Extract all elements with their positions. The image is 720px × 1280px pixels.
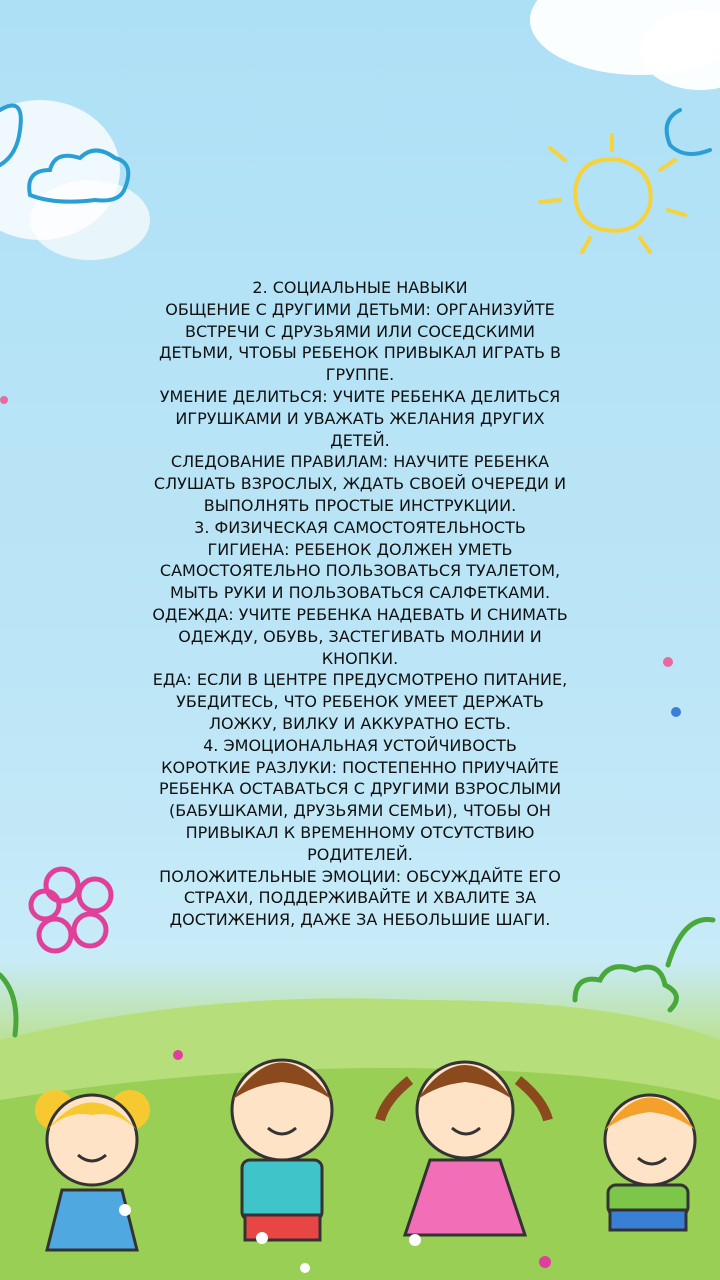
text-line: ДЕТЬМИ, ЧТОБЫ РЕБЕНОК ПРИВЫКАЛ ИГРАТЬ В — [158, 343, 562, 363]
text-line: ПОЛОЖИТЕЛЬНЫЕ ЭМОЦИИ: ОБСУЖДАЙТЕ ЕГО — [159, 866, 561, 886]
text-line: 3. ФИЗИЧЕСКАЯ САМОСТОЯТЕЛЬНОСТЬ — [194, 517, 526, 537]
text-line: СЛУШАТЬ ВЗРОСЛЫХ, ЖДАТЬ СВОЕЙ ОЧЕРЕДИ И — [153, 474, 567, 494]
text-line: ДОСТИЖЕНИЯ, ДАЖЕ ЗА НЕБОЛЬШИЕ ШАГИ. — [169, 910, 551, 930]
grass-flower — [173, 1050, 183, 1060]
child-boy-green-shirt — [605, 1095, 695, 1230]
text-line: ОДЕЖДА: УЧИТЕ РЕБЕНКА НАДЕВАТЬ И СНИМАТЬ — [152, 604, 568, 624]
text-line: КОРОТКИЕ РАЗЛУКИ: ПОСТЕПЕННО ПРИУЧАЙТЕ — [161, 757, 559, 777]
doodle-swirl-green-left — [0, 975, 16, 1035]
cloud-top-right — [530, 0, 720, 90]
doodle-cloud-green — [575, 967, 676, 1010]
text-line: СЛЕДОВАНИЕ ПРАВИЛАМ: НАУЧИТЕ РЕБЕНКА — [170, 452, 550, 472]
text-line: ИГРУШКАМИ И УВАЖАТЬ ЖЕЛАНИЯ ДРУГИХ — [175, 408, 545, 428]
text-line: ЕДА: ЕСЛИ В ЦЕНТРЕ ПРЕДУСМОТРЕНО ПИТАНИЕ, — [152, 670, 568, 690]
text-line: МЫТЬ РУКИ И ПОЛЬЗОВАТЬСЯ САЛФЕТКАМИ. — [169, 583, 551, 603]
text-line: РОДИТЕЛЕЙ. — [307, 844, 413, 864]
text-line: ПРИВЫКАЛ К ВРЕМЕННОМУ ОТСУТСТВИЮ — [185, 822, 535, 842]
text-line: УБЕДИТЕСЬ, ЧТО РЕБЕНОК УМЕЕТ ДЕРЖАТЬ — [176, 692, 544, 712]
text-line: ОБЩЕНИЕ С ДРУГИМИ ДЕТЬМИ: ОРГАНИЗУЙТЕ — [165, 299, 555, 319]
text-line: КНОПКИ. — [321, 648, 399, 668]
grass-flower — [539, 1256, 551, 1268]
doodle-cloud-right — [667, 110, 710, 154]
text-line: СТРАХИ, ПОДДЕРЖИВАЙТЕ И ХВАЛИТЕ ЗА — [183, 888, 537, 908]
text-line: ВСТРЕЧИ С ДРУЗЬЯМИ ИЛИ СОСЕДСКИМИ — [185, 321, 535, 341]
text-line: ГРУППЕ. — [325, 365, 395, 385]
text-line: 4. ЭМОЦИОНАЛЬНАЯ УСТОЙЧИВОСТЬ — [203, 735, 517, 755]
grass-flower — [300, 1263, 310, 1273]
text-line: ДЕТЕЙ. — [330, 430, 390, 450]
grass-flower — [409, 1234, 421, 1246]
text-line: ОДЕЖДУ, ОБУВЬ, ЗАСТЕГИВАТЬ МОЛНИИ И — [178, 626, 542, 646]
text-line: ЛОЖКУ, ВИЛКУ И АККУРАТНО ЕСТЬ. — [209, 713, 511, 733]
text-line: УМЕНИЕ ДЕЛИТЬСЯ: УЧИТЕ РЕБЕНКА ДЕЛИТЬСЯ — [159, 386, 561, 406]
grass-flower — [119, 1204, 131, 1216]
text-line: ГИГИЕНА: РЕБЕНОК ДОЛЖЕН УМЕТЬ — [207, 539, 513, 559]
text-line: РЕБЕНКА ОСТАВАТЬСЯ С ДРУГИМИ ВЗРОСЛЫМИ — [158, 779, 562, 799]
grass-flower — [256, 1232, 268, 1244]
sun-doodle — [540, 135, 685, 252]
text-line: (БАБУШКАМИ, ДРУЗЬЯМИ СЕМЬИ), ЧТОБЫ ОН — [169, 801, 551, 821]
article-text — [0, 277, 720, 931]
text-line: ВЫПОЛНЯТЬ ПРОСТЫЕ ИНСТРУКЦИИ. — [203, 495, 517, 515]
text-line: САМОСТОЯТЕЛЬНО ПОЛЬЗОВАТЬСЯ ТУАЛЕТОМ, — [159, 561, 561, 581]
text-line: 2. СОЦИАЛЬНЫЕ НАВЫКИ — [252, 278, 468, 297]
